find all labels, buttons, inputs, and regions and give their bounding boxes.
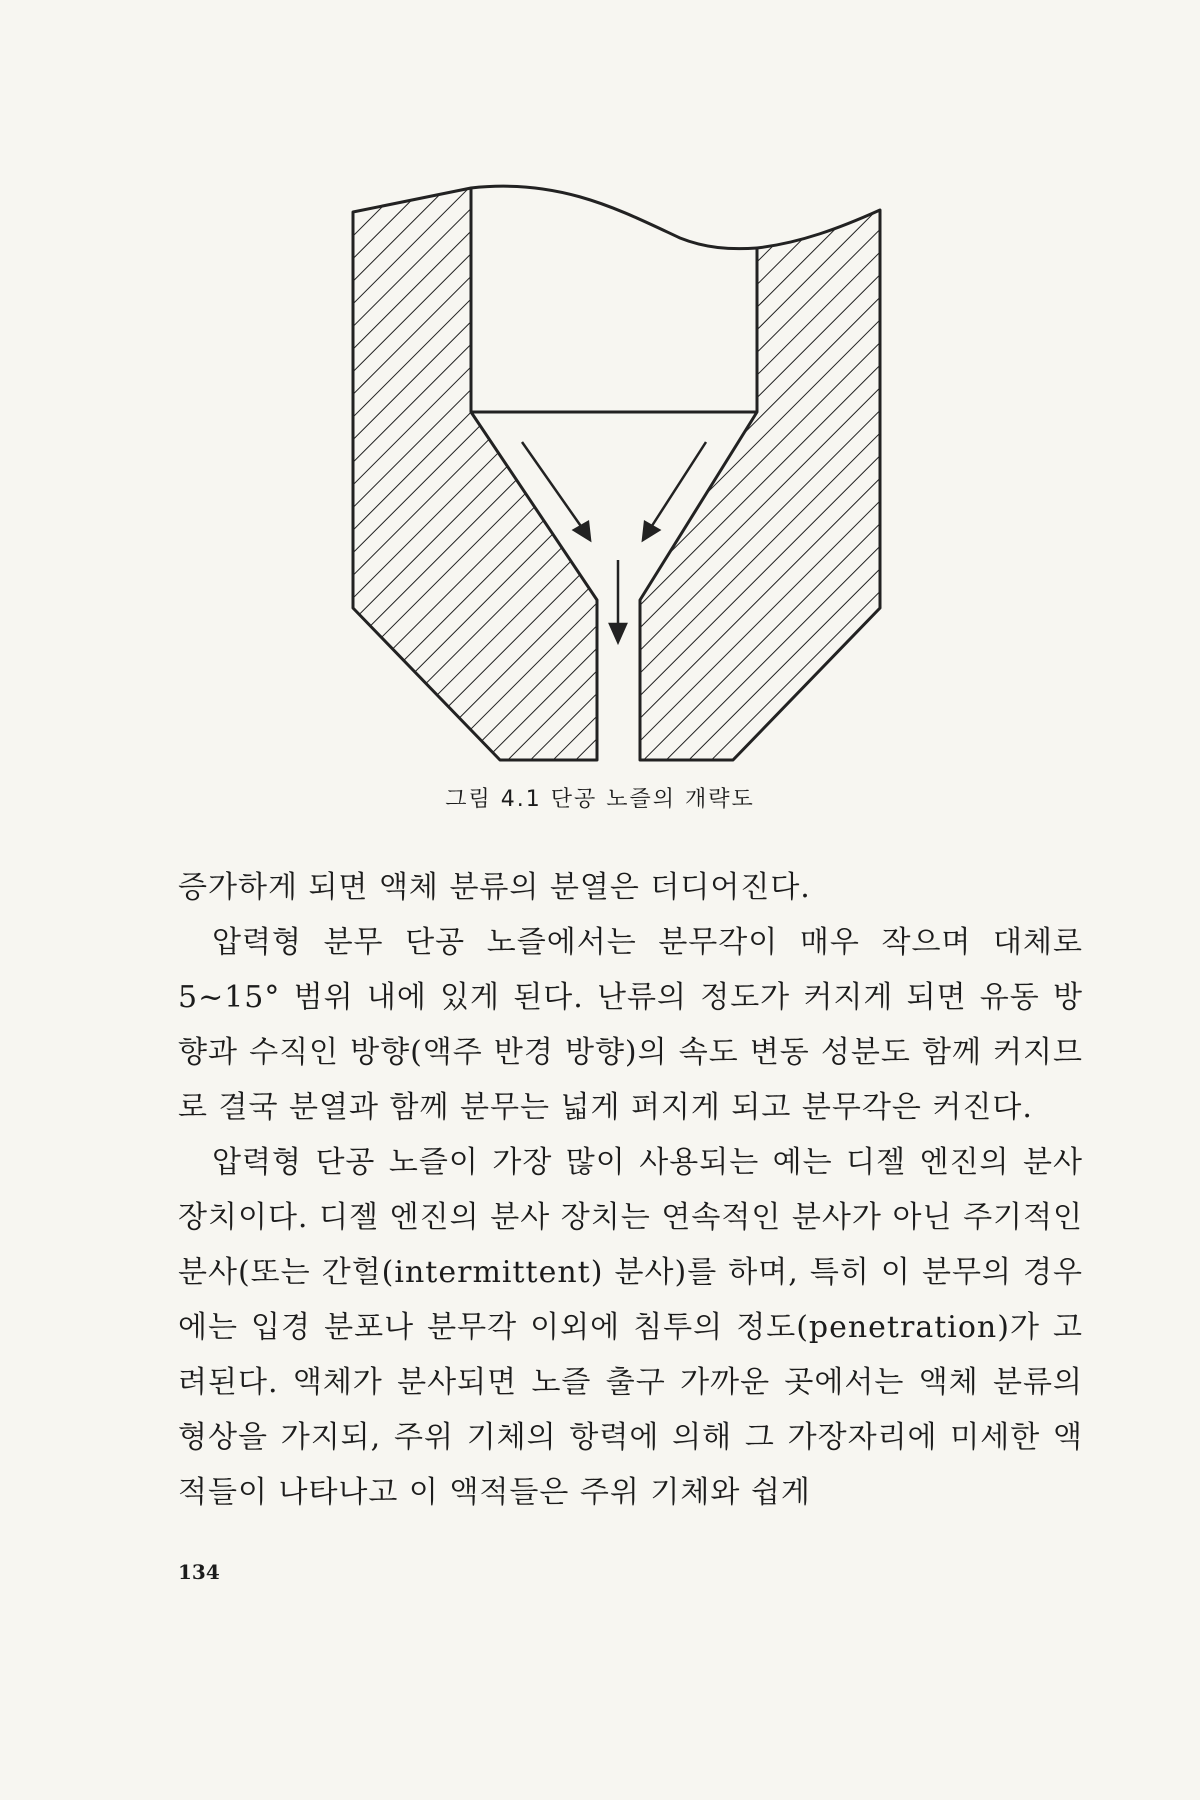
nozzle-bore-top-edge [471, 186, 757, 249]
flow-arrow-right-head [643, 522, 659, 540]
flow-arrow-left-head [574, 522, 590, 540]
nozzle-left-wall [353, 188, 597, 760]
figure-caption: 그림 4.1 단공 노즐의 개략도 [445, 787, 755, 812]
paragraph-1: 증가하게 되면 액체 분류의 분열은 더디어진다. [178, 870, 811, 905]
nozzle-schematic-figure [0, 0, 1200, 780]
nozzle-right-wall [640, 210, 880, 760]
page-number: 134 [178, 1560, 220, 1584]
paragraph-3: 압력형 단공 노즐이 가장 많이 사용되는 예는 디젤 엔진의 분사 장치이다. 디젤 엔진의 분사 장치는 연속적인 분사가 아닌 주기적인 분사(또는 간헐(intermittent) 분사)를 하며, 특히 이 분무의 경우에는 입경 분포나 분무각 이외에 침투의 정도(penetration)가 고려된다. 액체가 분사되면 노즐 출구 가까운 곳에서는 액체 분류의 형상을 가지되, 주위 기체의 항력에 의해 그 가장자리에 미세한 액적들이 나타나고 이 액적들은 주위 기체와 쉽게 [178, 1145, 1083, 1510]
paragraph-2: 압력형 분무 단공 노즐에서는 분무각이 매우 작으며 대체로 5~15° 범위 내에 있게 된다. 난류의 정도가 커지게 되면 유동 방향과 수직인 방향(액주 반경 방향)의 속도 변동 성분도 함께 커지므로 결국 분열과 함께 분무는 넓게 퍼지게 되고 분무각은 커진다. [178, 925, 1083, 1125]
flow-arrow-center-head [610, 624, 626, 642]
